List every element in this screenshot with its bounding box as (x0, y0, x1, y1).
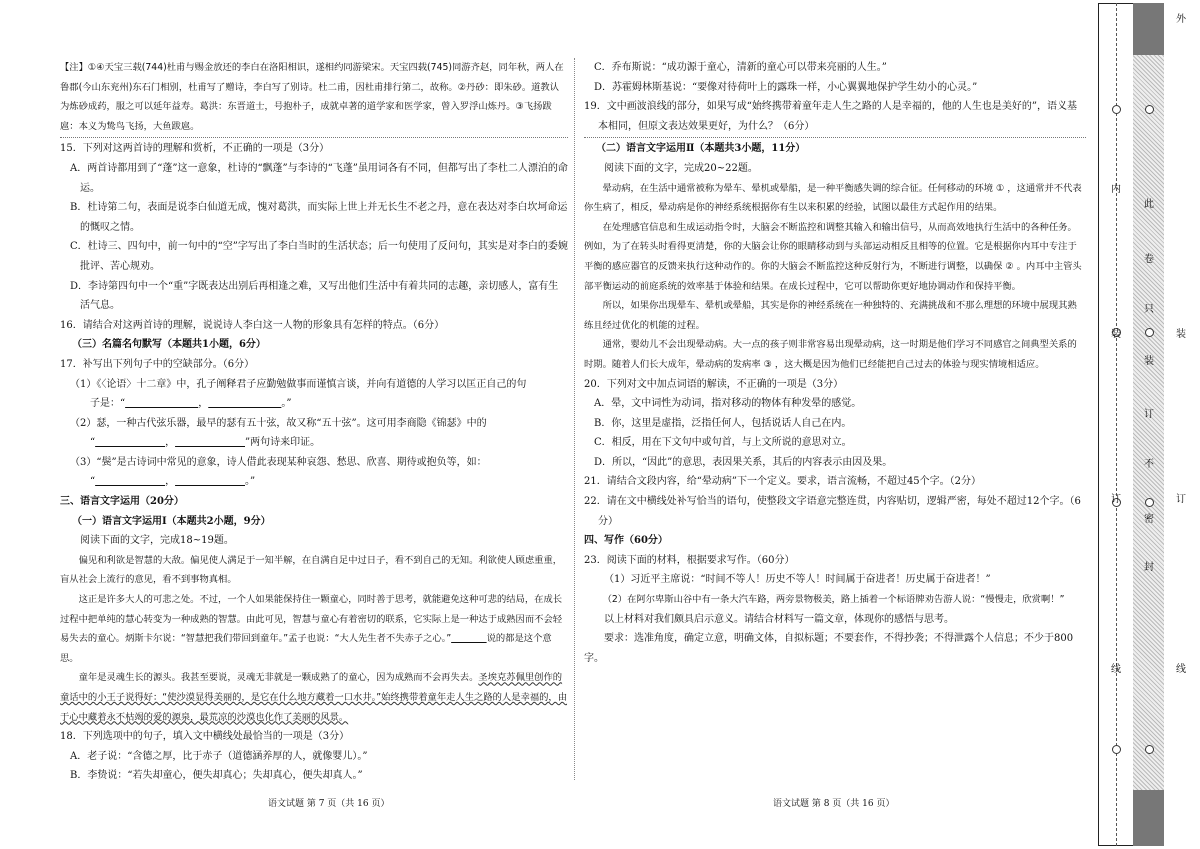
binding-hole-8 (1145, 745, 1154, 754)
binding-warning-char-2: 卷 (1144, 254, 1154, 265)
passage-paragraph-4: 晕动病，在生活中通常被称为晕车、晕机或晕船，是一种平衡感失调的综合征。任何移动的环境 ① ，这通常并不代表你生病了，相反，晕动病是你的神经系统根据你有生以来积累的经验，试图以最佳方式起作用的结果。 (584, 182, 1082, 214)
binding-hole-4 (1112, 745, 1121, 754)
binding-warning-char-6: 不 (1144, 459, 1154, 470)
q20-option-c: C．相反，用在下文句中或句首，与上文所说的意思对立。 (594, 437, 852, 449)
binding-label-inner-low: 订 (1111, 494, 1121, 505)
q17-2-blank-2 (175, 437, 245, 448)
q18-option-d: D．苏霍姆林斯基说：“要像对待荷叶上的露珠一样，小心翼翼地保护学生幼小的心灵。” (594, 81, 978, 93)
q20-option-d: D．所以，“因此”的意思，表因果关系，其后的内容表示由因及果。 (594, 456, 893, 468)
question-15: 15．下列对这两首诗的理解和赏析，不正确的一项是（3分） (60, 143, 330, 155)
binding-label-outer-low: 订 (1176, 494, 1186, 505)
passage-paragraph-7: 通常，婴幼儿不会出现晕动病。大一点的孩子则非常容易出现晕动病，这一时期是他们学习不同感官之间典型关系的时期。随着人们长大成年，晕动病的发病率 ③ ，这大概是因为他们已经能把自己过去的体验与现实情境相适应。 (584, 339, 1077, 370)
question-19: 19．文中画波浪线的部分，如果写成“始终携带着童年走人生之路的人是幸福的，他的人生也是美好的”，语义基本相同，但原文表达效果更好，为什么？（6分） (584, 101, 1077, 132)
q17-2-blank-1 (95, 437, 165, 448)
section-3-title: （三）名篇名句默写（本题共1小题，6分） (72, 339, 266, 351)
binding-hatch (1133, 55, 1164, 790)
binding-cut-line-outer (1116, 3, 1117, 846)
binding-warning-char-5: 订 (1144, 409, 1154, 420)
q20-option-b: B．你，这里是虚指，泛指任何人，包括说话人自己在内。 (594, 417, 852, 429)
passage-paragraph-5: 在处理感官信息和生成运动指令时，大脑会不断监控和调整其输入和输出信号，从而高效地执行生活中的各种任务。例如，为了在转头时看得更清楚，你的大脑会让你的眼睛移动到与头部运动相反且相等的位置。它是根据你内耳中专注于平衡的感应器官的反馈来执行这种动作的。你的大脑会不断监控这种反射行为，不断进行调整，以确保 ② 。内耳中主管头部平衡运动的前庭系统的效率基于体验和结果。在成长过程中，它可以帮助你更好地协调动作和保持平衡。 (584, 221, 1082, 292)
para2-text: 这正是许多大人的可悲之处。不过，一个人如果能保持住一颗童心，同时善于思考，就能避免这种可悲的结局，在成长过程中把单纯的慧心转变为一种成熟的智慧。由此可见，智慧与童心有着密切的联系，它实际上是一种达于成熟因而不会轻易失去的童心。炳斯卡尔说：“智慧把我们带回到童年。”孟子也说：“大人先生者不失赤子之心。” (60, 594, 563, 645)
passage-paragraph-3 (60, 668, 568, 727)
q20-option-a: A．晕，文中词性为动词，指对移动的物体有种发晕的感觉。 (594, 398, 862, 410)
passage-paragraph-6: 所以，如果你出现晕车、晕机或晕船，其实是你的神经系统在一种独特的、充满挑战和不那么理想的环境中展现其熟练且经过优化的机能的过程。 (584, 300, 1077, 331)
q15-option-b: B．杜诗第二句，表面是说李白仙道无成，愧对葛洪，而实际上世上并无长生不老之丹，意在表达对李白坎坷命运的慨叹之情。 (70, 202, 568, 233)
divider-dots (60, 137, 568, 138)
binding-warning-char-7: 密 (1144, 514, 1154, 525)
question-22: 22．请在文中横线处补写恰当的语句，使整段文字语意完整连贯，内容贴切，逻辑严密，每处不超过12个字。（6分） (584, 496, 1081, 527)
q17-1-lead: 子是：“ (90, 398, 126, 410)
question-18: 18．下列选项中的句子，填入文中横线处最恰当的一项是（3分） (60, 731, 350, 743)
binding-label-inner-top: 内 (1111, 184, 1121, 195)
q15-option-a: A．两首诗都用到了“蓬”这一意象，杜诗的“飘蓬”与李诗的“飞蓬”虽用词各有不同，但都写出了李杜二人漂泊的命运。 (70, 162, 568, 194)
q17-2-end: ”两句诗来印证。 (245, 437, 321, 449)
q17-3-blank-1 (95, 476, 165, 487)
q18-option-a: A．老子说：“含德之厚，比于赤子（道德涵养厚的人，就像婴儿）。” (70, 750, 368, 762)
q17-part-1 (60, 375, 568, 414)
q17-3-blank-2 (175, 476, 245, 487)
q17-2-text: （2）瑟，一种古代弦乐器，最早的瑟有五十弦，故又称“五十弦”。这可用李商隐《锦瑟》中的 (70, 417, 487, 429)
q17-3-sep: ， (165, 476, 176, 488)
question-16: 16．请结合对这两首诗的理解，说说诗人李白这一人物的形象具有怎样的特点。（6分） (60, 319, 445, 331)
question-20: 20．下列对文中加点词语的解读，不正确的一项是（3分） (584, 378, 844, 390)
passage-paragraph-2 (60, 590, 568, 668)
binding-hole-6 (1145, 328, 1154, 337)
q17-3-text: （3）“鬓”是古诗词中常见的意象，诗人借此表现某种哀怨、愁思、欣喜、期待或抱负等，如： (70, 456, 487, 468)
reading-instruction-2: 阅读下面的文字，完成20~22题。 (604, 162, 758, 174)
binding-hole-5 (1145, 105, 1154, 114)
left-column (60, 58, 568, 786)
note-text: 【注】①④天宝三载(744)杜甫与赐金放还的李白在洛阳相识，遂相约同游梁宋。天宝四载(745)同游齐赵，同年秋，两人在鲁郡(今山东兖州)东石门相别，杜甫写了赠诗，李白写了别诗。杜二甫，因杜甫排行第二，故称。②丹砂：即朱砂。道教认为炼砂成药，服之可以延年益寿。葛洪：东晋道士，号抱朴子，成就卓著的道学家和医学家，曾入罗浮山炼丹。③飞扬跋扈：本义为鸷鸟飞扬，大鱼跋扈。 (60, 62, 564, 132)
part-3-title: 三、语言文字运用（20分） (60, 496, 184, 508)
binding-warning-char-3: 只 (1144, 304, 1154, 315)
passage-paragraph-1: 偏见和利欲是智慧的大敌。偏见使人满足于一知半解，在自满自足中过日子，看不到自己的无知。利欲使人顾虑重重，盲从社会上流行的意见，看不到事物真相。 (60, 554, 563, 586)
binding-shade-top (1133, 3, 1164, 55)
binding-hole-7 (1145, 498, 1154, 507)
q17-1-end: 。” (281, 398, 292, 410)
binding-warning-char-4: 装 (1144, 356, 1154, 367)
para2-tail: 说的都是这个意思。 (60, 633, 552, 664)
question-21: 21．请结合文段内容，给“晕动病”下一个定义。要求，语言流畅，不超过45个字。（2分） (584, 476, 982, 488)
reading-instruction-1: 阅读下面的文字，完成18~19题。 (80, 535, 234, 547)
para3-text: 童年是灵魂生长的源头。我甚至要说，灵魂无非就是一颗成熟了的童心，因为成熟而不会再失去。 (78, 672, 479, 684)
binding-hole-1 (1112, 105, 1121, 114)
binding-label-inner-mid: 装 (1111, 329, 1121, 340)
q17-part-3 (60, 453, 568, 492)
poem-note (60, 58, 568, 136)
q17-1-blank-2 (208, 398, 281, 409)
material-2: （2）在阿尔卑斯山谷中有一条大汽车路，两旁景物极美，路上插着一个标语牌劝告游人说：“慢慢走，欣赏啊！” (602, 594, 1065, 606)
subsection-2-title: （二）语言文字运用Ⅱ（本题共3小题，11分） (596, 143, 806, 155)
q18-option-c: C．乔布斯说：“成功源于童心，清新的童心可以带来亮丽的人生。” (594, 62, 887, 73)
page-footer-left: 语文试题 第 7 页（共 16 页） (268, 799, 390, 809)
binding-label-outer-bot: 线 (1176, 664, 1186, 675)
binding-shade-bottom (1133, 790, 1164, 846)
writing-requirements: 要求：选准角度，确定立意，明确文体，自拟标题；不要套作，不得抄袭；不得泄露个人信息；不少于800字。 (584, 633, 1074, 664)
q17-3-end: 。” (245, 476, 256, 488)
q17-1-blank-1 (125, 398, 198, 409)
writing-task: 以上材料对我们颇具启示意义。请结合材料写一篇文章，体现你的感悟与思考。 (604, 613, 954, 625)
column-divider (574, 58, 575, 780)
binding-label-outer-top: 外 (1176, 14, 1186, 25)
q17-2-lead: “ (90, 437, 96, 449)
question-23: 23．阅读下面的材料，根据要求写作。（60分） (584, 554, 795, 566)
divider-dots-2 (584, 137, 1086, 138)
binding-warning-char-1: 此 (1144, 199, 1154, 210)
right-column (584, 58, 1086, 668)
page-footer-right: 语文试题 第 8 页（共 16 页） (773, 799, 895, 809)
q17-1-sep: ， (198, 398, 209, 410)
q15-option-c: C．杜诗三、四句中，前一句中的“空”字写出了李白当时的生活状态；后一句使用了反问句，其实是对李白的委婉批评、苦心规劝。 (70, 241, 568, 272)
binding-label-outer-mid: 装 (1176, 329, 1186, 340)
q18-option-b: B．李贽说：“若失却童心，便失却真心；失却真心，便失却真人。” (70, 770, 363, 782)
question-17: 17．补写出下列句子中的空缺部分。（6分） (60, 358, 255, 370)
part-4-title: 四、写作（60分） (584, 535, 668, 547)
subsection-1-title: （一）语言文字运用Ⅰ（本题共2小题，9分） (72, 515, 271, 527)
q17-3-lead: “ (90, 476, 96, 488)
material-1: （1）习近平主席说：“时间不等人！历史不等人！时间属于奋进者！历史属于奋进者！” (604, 574, 991, 586)
q15-option-d: D．李诗第四句中一个“重”字既表达出别后再相逢之难，又写出他们生活中有着共同的志趣，亲切感人，富有生活气息。 (70, 280, 559, 312)
para2-blank (451, 633, 486, 644)
wavy-underlined-text: 圣埃克苏佩里创作的童话中的小王子说得好：“使沙漠显得美丽的，是它在什么地方藏着一口水井。”始终携带着童年走人生之路的人是幸福的，由于心中藏着永不枯竭的爱的源泉，最荒凉的沙漠也化作了美丽的风景。 (60, 672, 568, 723)
binding-label-inner-bot: 线 (1111, 664, 1121, 675)
binding-warning-char-8: 封 (1144, 562, 1154, 573)
q17-part-2 (60, 414, 568, 453)
q17-2-sep: ， (165, 437, 176, 449)
q17-1-text: （1）《〈论语〉十二章》中，孔子阐释君子应勤勉做事而谨慎言谈，并向有道德的人学习以匡正自己的句 (70, 378, 527, 390)
